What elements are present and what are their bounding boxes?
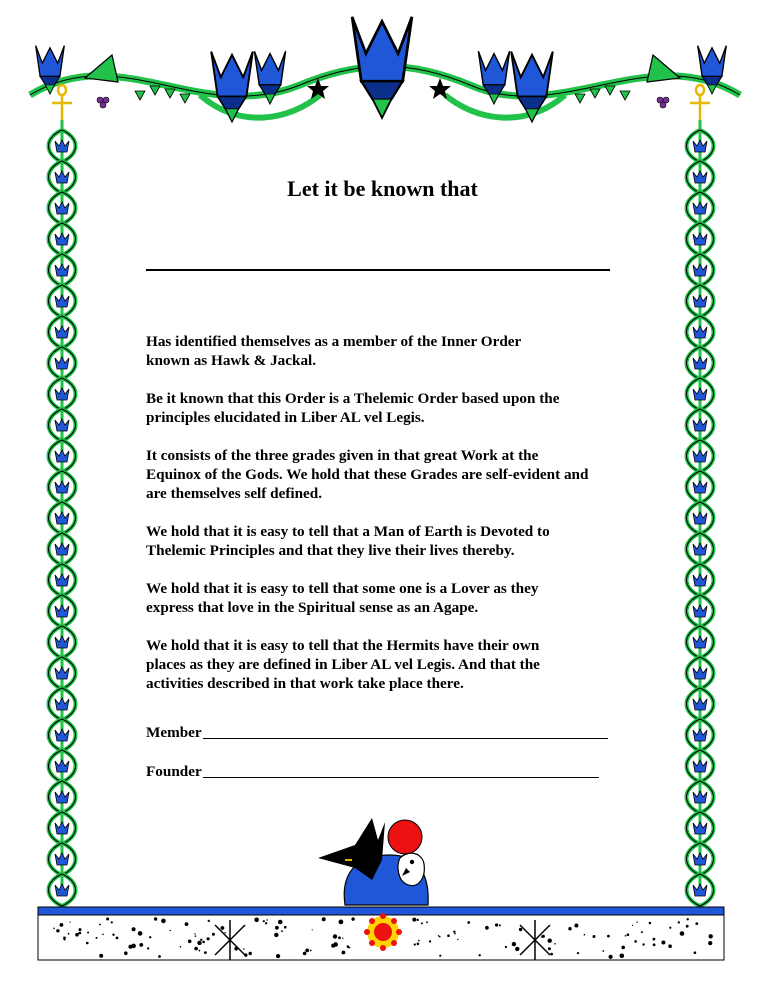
certificate-heading: Let it be known that — [287, 176, 478, 201]
paragraph-man-of-earth: We hold that it is easy to tell that a Man of Earth is Devoted to Thelemic Principles and that they live their lives thereby. — [146, 523, 550, 559]
member-signature-row — [146, 724, 608, 742]
founder-label: Founder — [146, 763, 202, 780]
right-vine-column — [687, 120, 714, 906]
founder-signature-row — [146, 763, 599, 781]
jackal-and-hawk-emblem — [318, 818, 428, 905]
bottom-starry-band — [38, 907, 724, 960]
paragraph-grades: It consists of the three grades given in that great Work at the Equinox of the Gods. We hold that these Grades are self-evident and are themselves self defined. — [146, 447, 589, 502]
recipient-name-line — [146, 269, 610, 271]
paragraph-lover: We hold that it is easy to tell that some one is a Lover as they express that love in the Spiritual sense as an Agape. — [146, 580, 539, 616]
paragraph-hermits: We hold that it is easy to tell that the Hermits have their own places as they are defined in Liber AL vel Legis. And that the activities described in that work take place there. — [146, 637, 540, 692]
certificate-body — [146, 332, 616, 712]
member-label: Member — [146, 724, 202, 741]
top-lotus-frieze — [30, 17, 740, 125]
paragraph-membership: Has identified themselves as a member of the Inner Order known as Hawk & Jackal. — [146, 333, 522, 369]
left-vine-column — [49, 120, 76, 906]
paragraph-order-basis: Be it known that this Order is a Thelemic Order based upon the principles elucidated in Liber AL vel Legis. — [146, 390, 560, 426]
member-signature-line[interactable] — [203, 738, 608, 739]
founder-signature-line[interactable] — [203, 777, 599, 778]
